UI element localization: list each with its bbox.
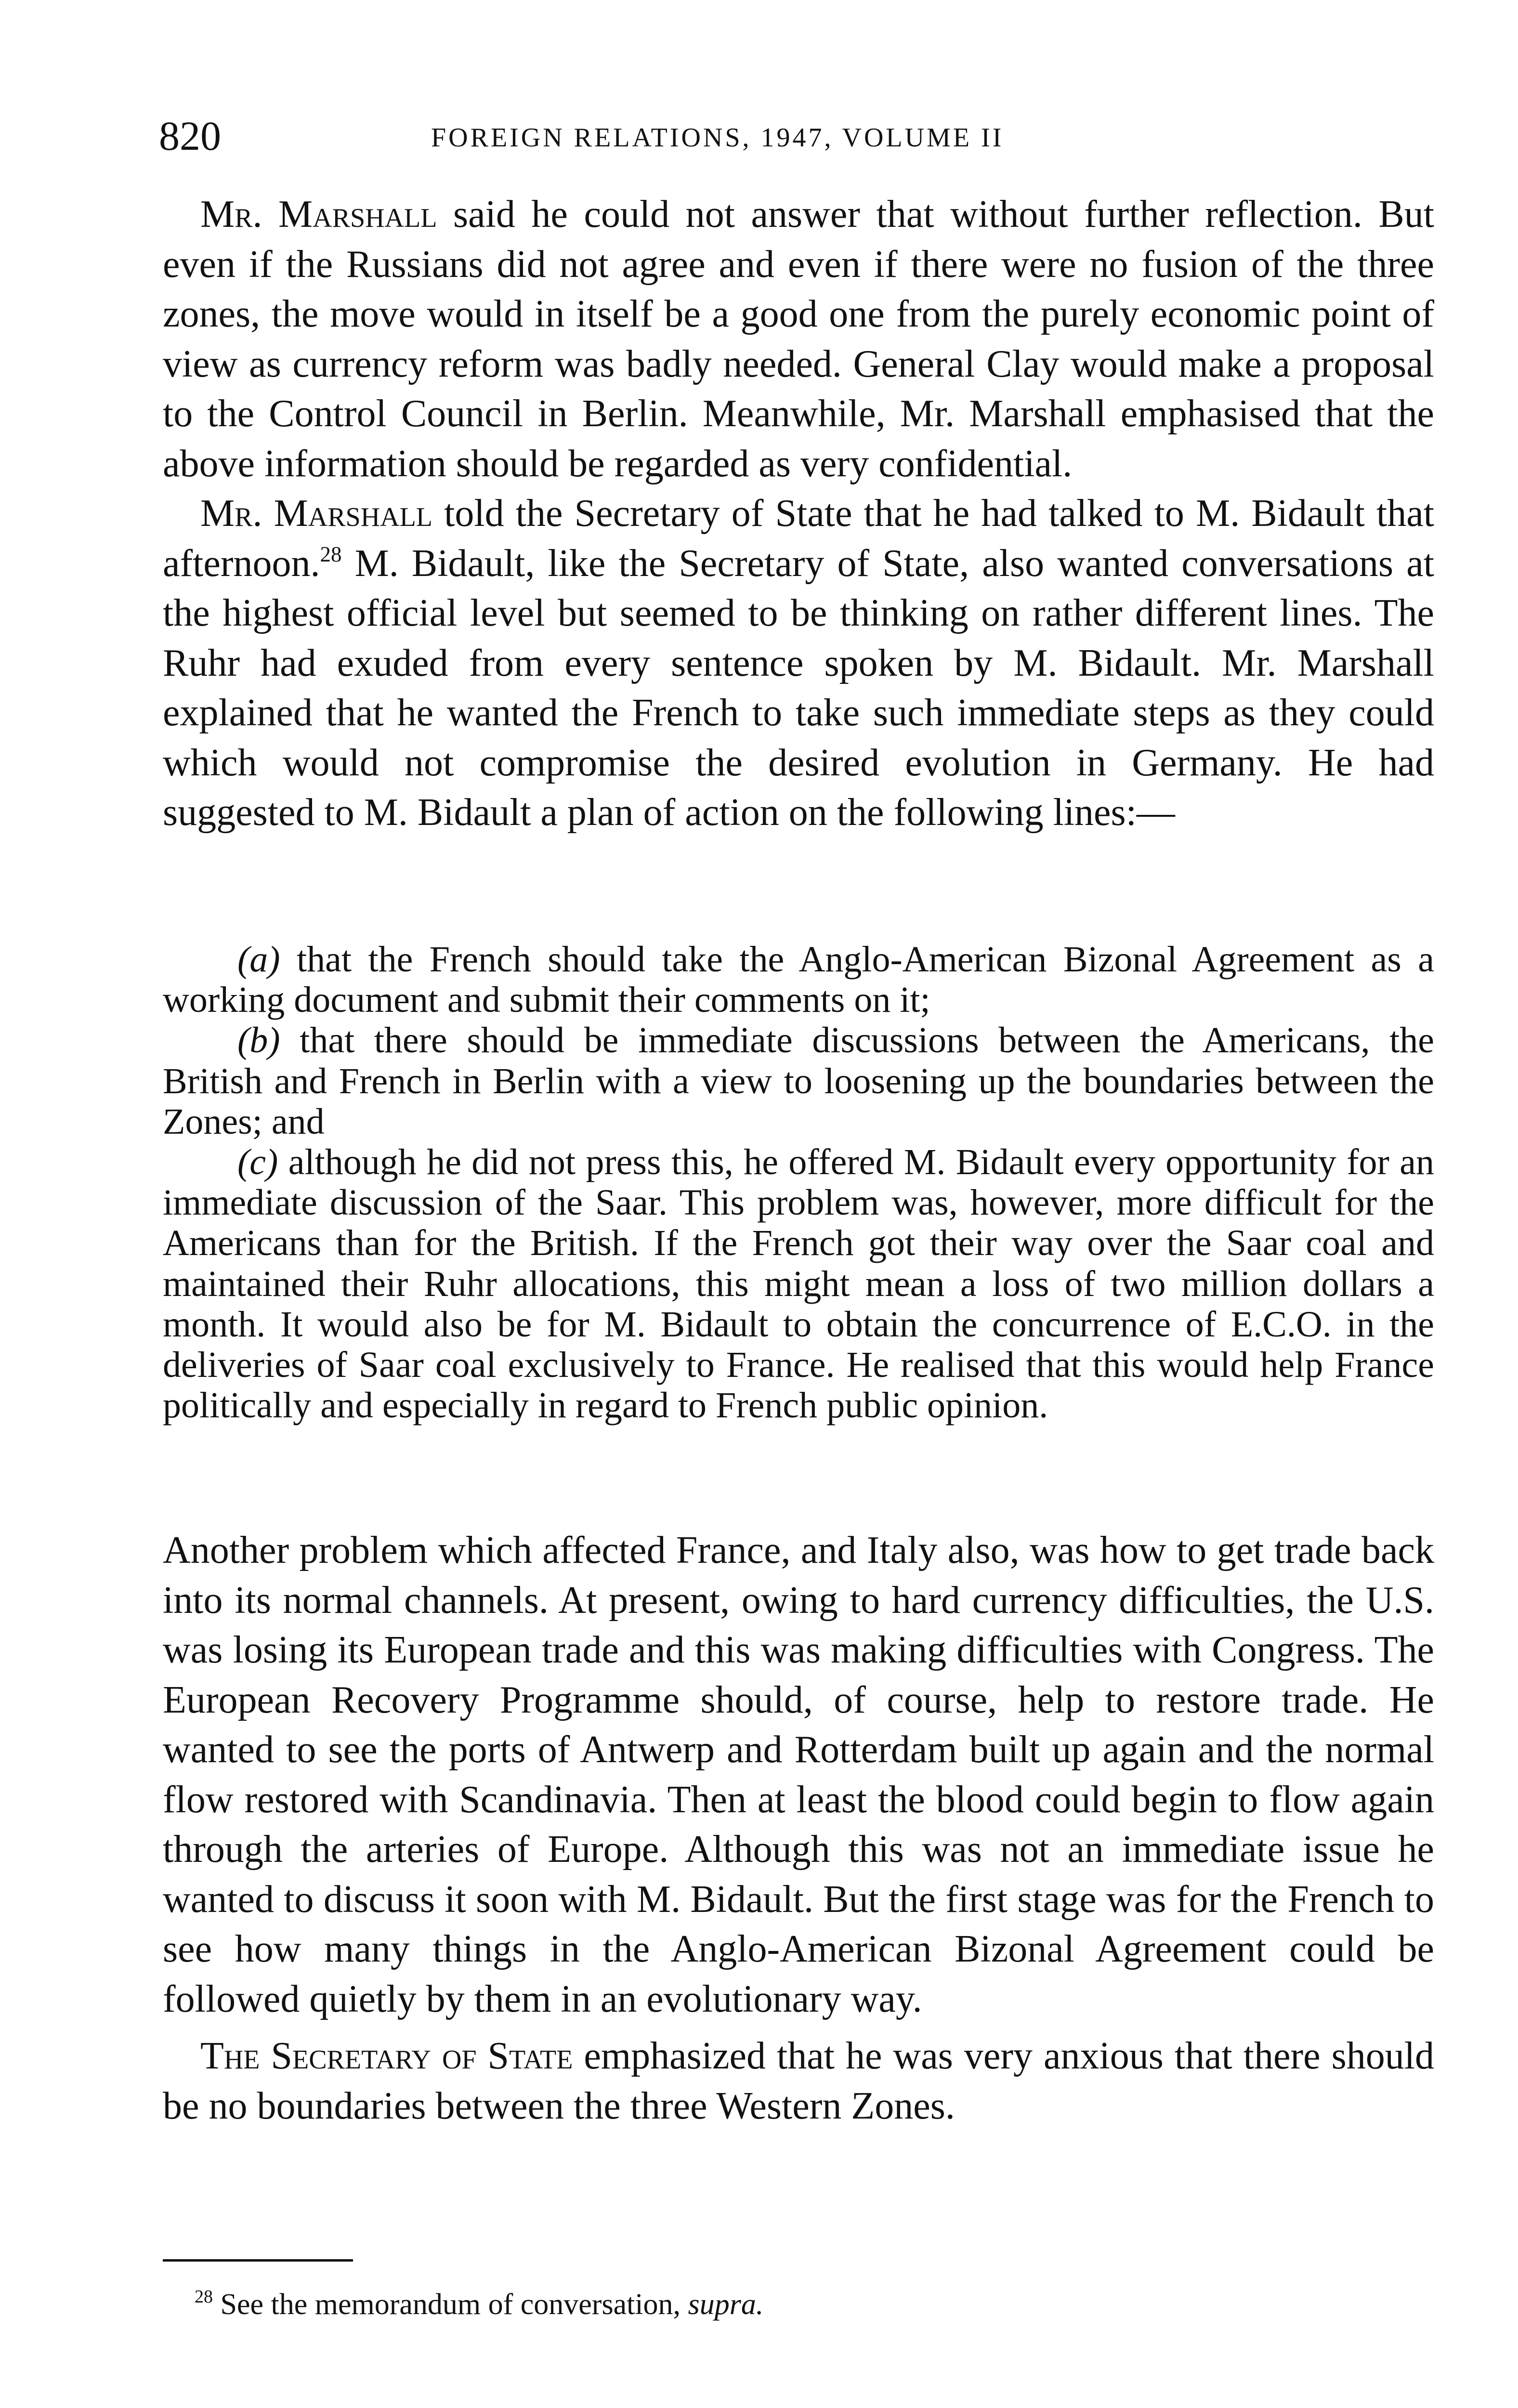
- list-item: [163, 1142, 1434, 1426]
- paragraph-secretary-state: [163, 2031, 1434, 2131]
- paragraph-text-continued: M. Bidault, like the Secretary of State, also wanted conversations at the highest official level but seemed to be thinking on rather different lines. The Ruhr had exuded from every sentence spoken by M. Bidault. Mr. Marshall explained that he wanted the French to take such immediate steps as they could which would not compromise the desired evolution in Germany. He had suggested to M. Bidault a plan of action on the following lines:—: [163, 542, 1434, 834]
- paragraph-marshall-reflection: [163, 190, 1434, 489]
- plan-of-action-list: [163, 939, 1434, 1426]
- footnote-divider: [163, 2259, 353, 2262]
- list-item-text: that there should be immediate discussions between the Americans, the British and French in Berlin with a view to loosening up the boundaries between the Zones; and: [163, 1020, 1434, 1142]
- list-item-label: (c): [237, 1142, 278, 1183]
- list-item: [163, 1020, 1434, 1142]
- footnote: [195, 2285, 763, 2324]
- list-item-label: (b): [237, 1020, 280, 1061]
- paragraph-text: emphasized that he was very anxious that there should be no boundaries between the three Western Zones.: [163, 2035, 1434, 2127]
- list-item: [163, 939, 1434, 1020]
- footnote-italic-reference: supra.: [688, 2288, 764, 2321]
- list-item-text: although he did not press this, he offered M. Bidault every opportunity for an immediate discussion of the Saar. This problem was, however, more difficult for the Americans than for the British. If the French got their way over the Saar coal and maintained their Ruhr allocations, this might mean a loss of two million dollars a month. It would also be for M. Bidault to obtain the concurrence of E.C.O. in the deliveries of Saar coal exclusively to France. He realised that this would help France politically and especially in regard to French public opinion.: [163, 1142, 1434, 1426]
- speaker-name: Mr. Marshall: [200, 492, 432, 535]
- page-number: 820: [159, 113, 221, 159]
- paragraph-bidault-conversation: [163, 489, 1434, 838]
- speaker-name: The Secretary of State: [200, 2035, 573, 2077]
- list-item-text: that the French should take the Anglo-American Bizonal Agreement as a working document and submit their comments on it;: [163, 939, 1434, 1021]
- main-body-text: [163, 190, 1434, 838]
- page-header: [159, 112, 1450, 165]
- paragraph-trade-channels: Another problem which affected France, and Italy also, was how to get trade back into its normal channels. At present, owing to hard currency difficulties, the U.S. was losing its European trade and this was making difficulties with Congress. The European Recovery Programme should, of course, help to restore trade. He wanted to see the ports of Antwerp and Rotterdam built up again and the normal flow restored with Scandinavia. Then at least the blood could begin to flow again through the arteries of Europe. Although this was not an immediate issue he wanted to discuss it soon with M. Bidault. But the first stage was for the French to see how many things in the Anglo-American Bizonal Agreement could be followed quietly by them in an evolutionary way.: [163, 1529, 1434, 2020]
- footnote-reference: 28: [320, 542, 342, 566]
- paragraph-text: told the Secretary of State that he had talked to M. Bidault that afternoon.: [163, 492, 1434, 585]
- running-head: FOREIGN RELATIONS, 1947, VOLUME II: [431, 123, 1004, 153]
- speaker-name: Mr. Marshall: [200, 193, 437, 236]
- list-item-label: (a): [237, 939, 280, 980]
- paragraph-text: said he could not answer that without further reflection. But even if the Russians did not agree and even if there were no fusion of the three zones, the move would in itself be a good one from the purely economic point of view as currency reform was badly needed. General Clay would make a proposal to the Control Council in Berlin. Meanwhile, Mr. Marshall emphasised that the above information should be regarded as very confidential.: [163, 193, 1434, 485]
- footnote-text: See the memorandum of conversation,: [213, 2288, 688, 2321]
- closing-body-text: [163, 1526, 1434, 2131]
- footnote-number: 28: [195, 2287, 213, 2307]
